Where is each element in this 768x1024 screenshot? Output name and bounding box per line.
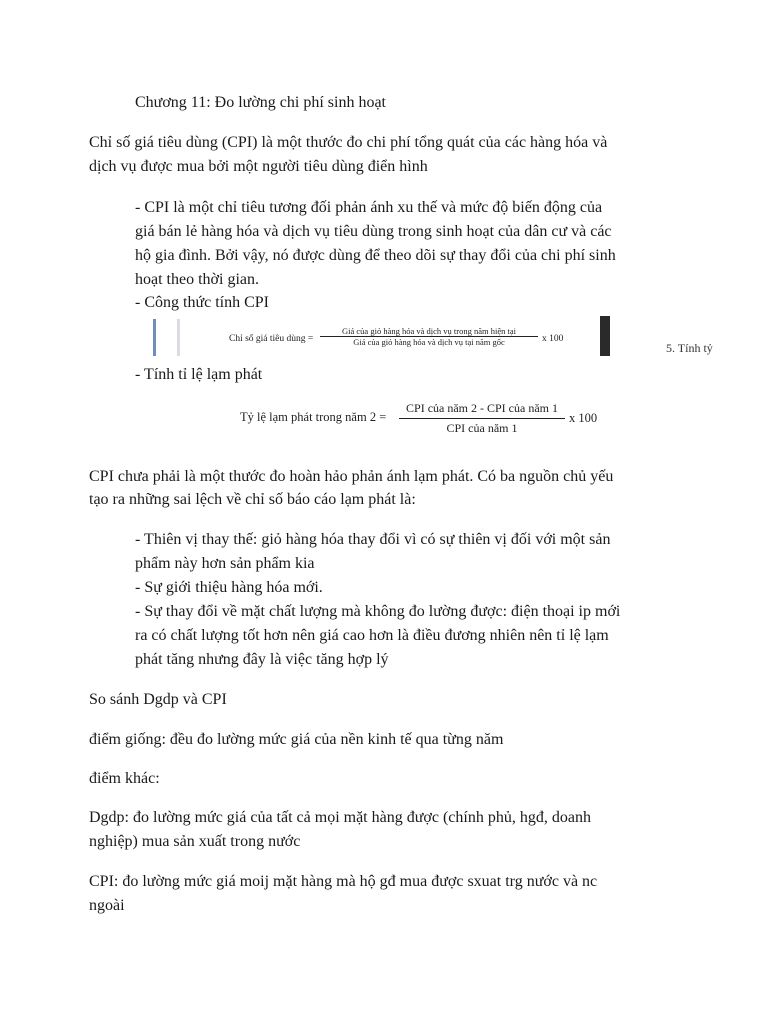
bias-item-line-4: - Sự thay đổi về mặt chất lượng mà không đo lường được: điện thoại ip mới — [135, 603, 621, 620]
inflation-formula-numerator: CPI của năm 2 - CPI của năm 1 — [406, 401, 558, 415]
inflation-formula-multiplier: x 100 — [569, 411, 598, 425]
cpi-desc-line-1: - CPI là một chỉ tiêu tương đối phản ánh xu thế và mức độ biến động của — [135, 199, 603, 216]
image-edge-left — [153, 319, 156, 356]
bias-intro-line-2: tạo ra những sai lệch về chỉ số báo cáo lạm phát là: — [89, 491, 416, 508]
cpi-formula-lhs: Chỉ số giá tiêu dùng = — [229, 334, 314, 344]
image-edge-right — [600, 316, 610, 356]
cpi-compare-line-1: CPI: đo lường mức giá moij mặt hàng mà hộ gđ mua được sxuat trg nước và nc — [89, 873, 598, 890]
bias-item-line-5: ra có chất lượng tốt hơn nên giá cao hơn là điều đương nhiên nên tỉ lệ lạm — [135, 627, 609, 644]
formula-heading: - Công thức tính CPI — [135, 294, 270, 311]
cpi-compare-line-2: ngoài — [89, 897, 125, 914]
bias-item-line-2: phẩm này hơn sản phẩm kia — [135, 555, 315, 572]
side-clip-text: 5. Tính tỷ — [666, 341, 713, 355]
intro-line-2: dịch vụ được mua bởi một người tiêu dùng điển hình — [89, 158, 428, 175]
cpi-formula-fraction — [320, 326, 538, 347]
cpi-desc-line-3: hộ gia đình. Bởi vậy, nó được dùng để theo dõi sự thay đổi của chi phí sinh — [135, 247, 616, 264]
inflation-formula-fraction — [399, 401, 565, 436]
cpi-formula-numerator: Giá của giỏ hàng hóa và dịch vụ trong năm hiện tại — [342, 326, 516, 336]
fraction-bar — [399, 418, 565, 419]
inflation-formula-denominator: CPI của năm 1 — [446, 421, 518, 435]
intro-line-1: Chỉ số giá tiêu dùng (CPI) là một thước đo chi phí tổng quát của các hàng hóa và — [89, 134, 608, 151]
difference-title: điểm khác: — [89, 770, 160, 787]
inflation-formula-lhs: Tỷ lệ lạm phát trong năm 2 = — [240, 410, 387, 424]
chapter-title: Chương 11: Đo lường chi phí sinh hoạt — [135, 94, 386, 111]
dgdp-desc-line-2: nghiệp) mua sản xuất trong nước — [89, 833, 301, 850]
image-edge-left-light — [177, 319, 180, 356]
compare-title: So sánh Dgdp và CPI — [89, 691, 227, 708]
bias-item-line-1: - Thiên vị thay thế: giỏ hàng hóa thay đổi vì có sự thiên vị đối với một sản — [135, 531, 611, 548]
bias-item-line-3: - Sự giới thiệu hàng hóa mới. — [135, 579, 323, 596]
bias-intro-line-1: CPI chưa phải là một thước đo hoàn hảo phản ánh lạm phát. Có ba nguồn chủ yếu — [89, 468, 614, 485]
cpi-desc-line-2: giá bán lẻ hàng hóa và dịch vụ tiêu dùng trong sinh hoạt của dân cư và các — [135, 223, 612, 240]
inflation-heading: - Tính tỉ lệ lạm phát — [135, 366, 263, 383]
cpi-formula-multiplier: x 100 — [542, 334, 564, 344]
dgdp-desc-line-1: Dgdp: đo lường mức giá của tất cả mọi mặt hàng được (chính phủ, hgđ, doanh — [89, 809, 591, 826]
cpi-formula-denominator: Giá của giỏ hàng hóa và dịch vụ tại năm gốc — [353, 337, 505, 347]
similarity-text: điểm giống: đều đo lường mức giá của nền kinh tế qua từng năm — [89, 731, 504, 748]
bias-item-line-6: phát tăng nhưng đây là việc tăng hợp lý — [135, 651, 389, 668]
cpi-desc-line-4: hoạt theo thời gian. — [135, 271, 259, 288]
